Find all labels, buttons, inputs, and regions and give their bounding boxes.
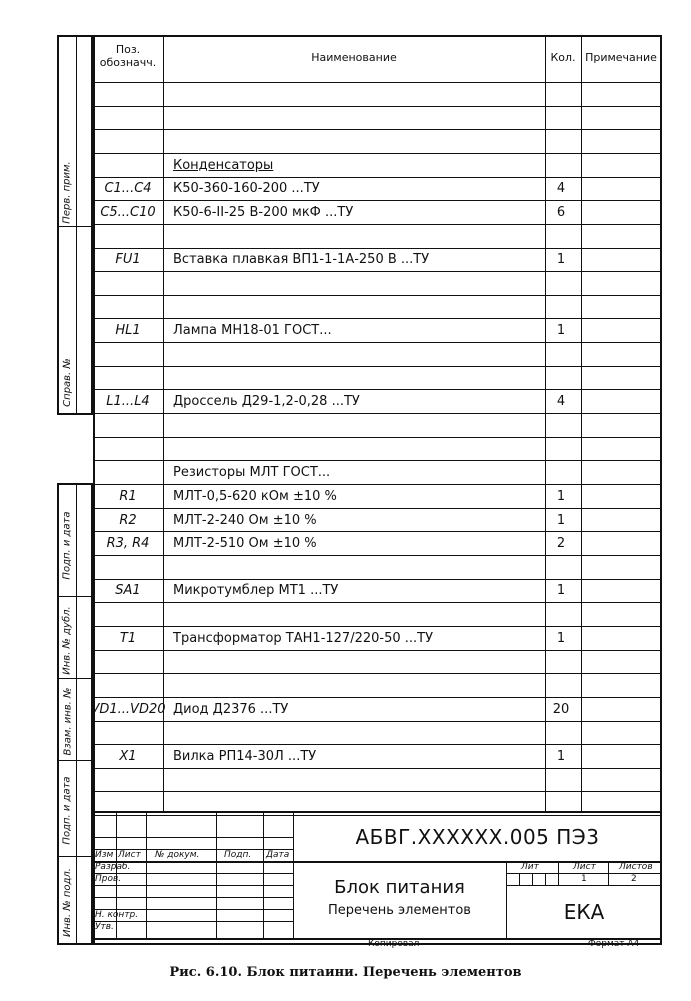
row-name bbox=[173, 438, 543, 461]
row-name bbox=[173, 674, 543, 697]
row-position bbox=[93, 414, 163, 437]
row-name bbox=[173, 130, 543, 153]
col-date: Дата bbox=[266, 850, 290, 860]
row-position: HL1 bbox=[115, 323, 141, 339]
table-row bbox=[93, 509, 660, 533]
row-qty bbox=[543, 461, 579, 484]
row-name: Диод Д2376 ...ТУ bbox=[173, 701, 289, 717]
row-position bbox=[93, 272, 163, 295]
row-position bbox=[93, 296, 163, 319]
table-row bbox=[93, 556, 660, 580]
row-qty: 4 bbox=[556, 394, 566, 410]
row-qty bbox=[543, 343, 579, 366]
table-row bbox=[93, 130, 660, 154]
row-name bbox=[173, 769, 543, 792]
col-list: Лист bbox=[118, 850, 141, 860]
row-name: МЛТ-0,5-620 кОм ±10 % bbox=[173, 488, 337, 504]
row-position bbox=[93, 651, 163, 674]
table-row bbox=[93, 154, 660, 178]
table-row bbox=[93, 603, 660, 627]
row-position: R1 bbox=[119, 488, 137, 504]
row-name: Вставка плавкая ВП1-1-1А-250 В ...ТУ bbox=[173, 252, 430, 268]
header-pos: Поз. обозначч. bbox=[99, 43, 157, 69]
side-label-vzam: Взам. инв. № bbox=[62, 687, 73, 755]
table-row bbox=[93, 674, 660, 698]
side-label-podp2: Подп. и дата bbox=[62, 775, 73, 845]
row-qty bbox=[543, 272, 579, 295]
row-position bbox=[93, 722, 163, 745]
row-name: МЛТ-2-510 Ом ±10 % bbox=[173, 536, 317, 552]
row-qty: 20 bbox=[552, 701, 570, 717]
row-position: FU1 bbox=[115, 252, 141, 268]
table-row bbox=[93, 390, 660, 414]
row-name: Резисторы МЛТ ГОСТ... bbox=[173, 465, 331, 481]
row-qty: 1 bbox=[556, 488, 566, 504]
table-row bbox=[93, 485, 660, 509]
row-name bbox=[173, 225, 543, 248]
format: Формат А4 bbox=[588, 939, 640, 949]
table-row bbox=[93, 722, 660, 746]
table-row bbox=[93, 532, 660, 556]
row-qty bbox=[543, 414, 579, 437]
row-name: Трансформатор ТАН1-127/220-50 ...ТУ bbox=[173, 630, 434, 646]
row-qty: 1 bbox=[556, 749, 566, 764]
row-position bbox=[93, 603, 163, 626]
row-qty bbox=[543, 225, 579, 248]
row-name bbox=[173, 603, 543, 626]
row-name bbox=[173, 722, 543, 745]
doc-title-1: Блок питания bbox=[334, 877, 465, 898]
row-nkontr: Н. контр. bbox=[95, 910, 139, 920]
row-position bbox=[93, 367, 163, 390]
side-label-podp1: Подп. и дата bbox=[62, 510, 73, 580]
header-name: Наименование bbox=[311, 51, 397, 64]
table-row bbox=[93, 367, 660, 391]
table-row bbox=[93, 296, 660, 320]
row-position: SA1 bbox=[115, 583, 141, 599]
row-position bbox=[93, 130, 163, 153]
side-label-inv-podl: Инв. № подл. bbox=[62, 868, 73, 937]
kopiroval: Копировал bbox=[368, 939, 420, 949]
row-name bbox=[173, 414, 543, 437]
side-margin-lower bbox=[57, 483, 93, 945]
row-utv: Утв. bbox=[95, 922, 114, 932]
table-row bbox=[93, 627, 660, 651]
col-doc: № докум. bbox=[155, 850, 200, 860]
row-position bbox=[93, 343, 163, 366]
row-position: T1 bbox=[119, 630, 137, 646]
row-position bbox=[93, 154, 163, 177]
table-row bbox=[93, 651, 660, 675]
row-qty bbox=[543, 674, 579, 697]
col-izm: Изм bbox=[95, 850, 114, 860]
row-name bbox=[173, 367, 543, 390]
row-name bbox=[173, 296, 543, 319]
row-position bbox=[93, 674, 163, 697]
row-name bbox=[173, 651, 543, 674]
row-qty: 1 bbox=[556, 512, 566, 528]
doc-code: АБВГ.XXXXXX.005 ПЭ3 bbox=[355, 825, 600, 849]
row-position: VD1...VD20 bbox=[90, 701, 166, 717]
row-razrab: Разраб. bbox=[95, 862, 131, 872]
row-position bbox=[93, 556, 163, 579]
row-name bbox=[173, 83, 543, 106]
row-name: Микротумблер МТ1 ...ТУ bbox=[173, 583, 339, 599]
table-row bbox=[93, 272, 660, 296]
row-prov: Пров. bbox=[95, 874, 122, 884]
row-position bbox=[93, 769, 163, 792]
row-qty bbox=[543, 556, 579, 579]
table-row bbox=[93, 438, 660, 462]
row-position bbox=[93, 225, 163, 248]
table-row bbox=[93, 769, 660, 793]
row-name bbox=[173, 556, 543, 579]
row-name bbox=[173, 272, 543, 295]
table-row bbox=[93, 107, 660, 131]
row-position bbox=[93, 438, 163, 461]
row-qty: 1 bbox=[556, 323, 566, 339]
table-row bbox=[93, 343, 660, 367]
row-qty bbox=[543, 130, 579, 153]
table-row bbox=[93, 201, 660, 225]
row-qty: 4 bbox=[556, 181, 566, 197]
side-label-perv: Перв. прим. bbox=[62, 160, 74, 224]
row-qty bbox=[543, 83, 579, 106]
side-margin-upper bbox=[57, 35, 93, 415]
row-name: К50-360-160-200 ...ТУ bbox=[173, 181, 320, 197]
row-position bbox=[93, 83, 163, 106]
row-qty bbox=[543, 651, 579, 674]
lit-label: Лит bbox=[521, 862, 539, 872]
row-qty bbox=[543, 296, 579, 319]
side-label-sprav: Справ. № bbox=[62, 357, 73, 407]
row-position: R3, R4 bbox=[106, 536, 150, 552]
table-row bbox=[90, 698, 660, 722]
row-name: МЛТ-2-240 Ом ±10 % bbox=[173, 512, 317, 528]
header-qty: Кол. bbox=[550, 51, 576, 64]
row-position: C1...C4 bbox=[104, 181, 152, 197]
row-qty: 6 bbox=[556, 205, 566, 221]
row-qty: 1 bbox=[556, 583, 566, 599]
table-row bbox=[93, 414, 660, 438]
row-qty bbox=[543, 603, 579, 626]
side-label-inv-dubl: Инв. № дубл. bbox=[62, 605, 74, 675]
table-row bbox=[93, 580, 660, 604]
col-podp: Подп. bbox=[224, 850, 252, 860]
table-row bbox=[93, 83, 660, 107]
table-row bbox=[93, 745, 660, 769]
row-position bbox=[93, 461, 163, 484]
row-position: L1...L4 bbox=[106, 394, 150, 410]
row-qty: 1 bbox=[556, 252, 566, 268]
table-row bbox=[93, 178, 660, 202]
sheet-label: Лист bbox=[573, 862, 596, 872]
row-qty bbox=[543, 107, 579, 130]
row-qty: 1 bbox=[556, 630, 566, 646]
sheet-value: 1 bbox=[581, 874, 587, 884]
row-qty bbox=[543, 154, 579, 177]
figure-caption: Рис. 6.10. Блок питаини. Перечень элементов bbox=[169, 965, 522, 980]
table-row bbox=[93, 320, 660, 344]
row-name bbox=[173, 343, 543, 366]
row-name: Конденсаторы bbox=[173, 157, 274, 173]
row-position: C5...C10 bbox=[100, 205, 156, 221]
row-name: Лампа МН18-01 ГОСТ... bbox=[173, 323, 332, 339]
title-block bbox=[93, 811, 662, 949]
row-qty bbox=[543, 769, 579, 792]
row-name: К50-6-II-25 В-200 мкФ ...ТУ bbox=[173, 205, 354, 221]
table-header bbox=[93, 35, 660, 83]
table-row bbox=[93, 249, 660, 273]
header-note: Примечание bbox=[585, 51, 657, 64]
table-row bbox=[93, 461, 660, 485]
row-name: Дроссель Д29-1,2-0,28 ...ТУ bbox=[173, 394, 360, 410]
row-qty bbox=[543, 438, 579, 461]
row-position: R2 bbox=[119, 512, 137, 528]
row-qty bbox=[543, 367, 579, 390]
table-row bbox=[93, 225, 660, 249]
row-name: Вилка РП14-30Л ...ТУ bbox=[173, 749, 317, 764]
org-code: ЕКА bbox=[563, 899, 605, 924]
row-qty bbox=[543, 722, 579, 745]
row-position bbox=[93, 107, 163, 130]
row-position: X1 bbox=[119, 749, 137, 764]
sheets-value: 2 bbox=[631, 874, 637, 884]
row-qty: 2 bbox=[556, 536, 566, 552]
row-name bbox=[173, 107, 543, 130]
doc-title-2: Перечень элементов bbox=[328, 903, 471, 918]
sheets-label: Листов bbox=[619, 862, 653, 872]
